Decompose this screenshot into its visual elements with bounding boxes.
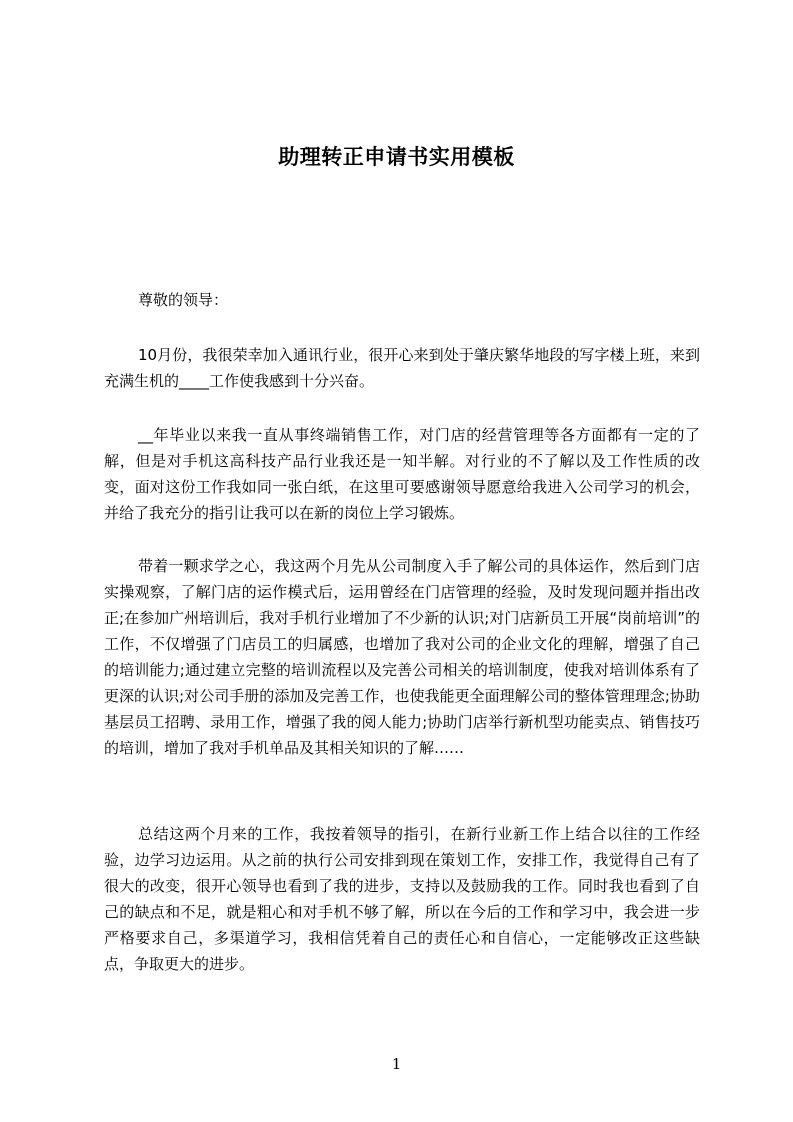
paragraph-3: 带着一颗求学之心，我这两个月先从公司制度入手了解公司的具体运作，然后到门店实操观察，了解门店的运作模式后，运用曾经在门店管理的经验，及时发现问题并指出改正;在参加广州培训后，我对手机行业增加了不少新的认识;对门店新员工开展“岗前培训”的工作，不仅增强了门店员工的归属感，也增加了我对公司的企业文化的理解，增强了自己的培训能力;通过建立完整的培训流程以及完善公司相关的培训制度，使我对培训体系有了更深的认识;对公司手册的添加及完善工作，也使我能更全面理解公司的整体管理理念;协助基层员工招聘、录用工作，增强了我的阅人能力;协助门店举行新机型功能卖点、销售技巧的培训，增加了我对手机单品及其相关知识的了解……	[104, 557, 700, 757]
page-number: 1	[391, 1055, 402, 1073]
paragraph-4: 总结这两个月来的工作，我按着领导的指引，在新行业新工作上结合以往的工作经验，边学习边运用。从之前的执行公司安排到现在策划工作，安排工作，我觉得自己有了很大的改变，很开心领导也看到了我的进步，支持以及鼓励我的工作。同时我也看到了自己的缺点和不足，就是粗心和对手机不够了解，所以在今后的工作和学习中，我会进一步严格要求自己，多渠道学习，我相信凭着自己的责任心和自信心，一定能够改正这些缺点，争取更大的进步。	[104, 825, 700, 973]
paragraph-2: __年毕业以来我一直从事终端销售工作，对门店的经营管理等各方面都有一定的了解，但是对手机这高科技产品行业我还是一知半解。对行业的不了解以及工作性质的改变，面对这份工作我如同一张白纸，在这里可要感谢领导愿意给我进入公司学习的机会，并给了我充分的指引让我可以在新的岗位上学习锻炼。	[104, 426, 700, 522]
paragraph-1: 10月份，我很荣幸加入通讯行业，很开心来到处于肇庆繁华地段的写字楼上班，来到充满生机的____工作使我感到十分兴奋。	[104, 346, 700, 390]
salutation: 尊敬的领导：	[138, 291, 229, 309]
document-title: 助理转正申请书实用模板	[278, 145, 515, 169]
